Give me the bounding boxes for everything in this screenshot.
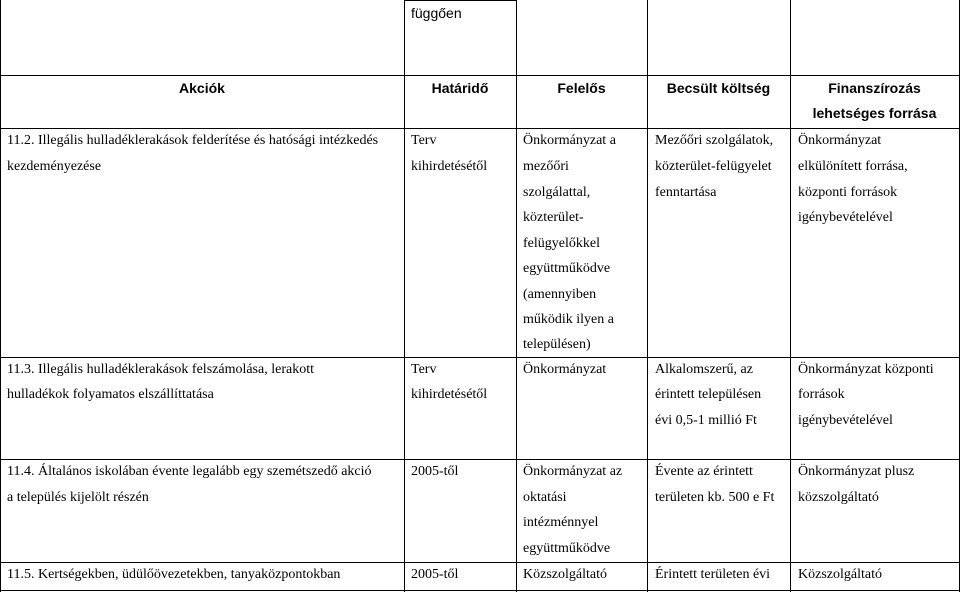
funding-text: központi források: [798, 185, 898, 200]
deadline-text: kihirdetésétől: [411, 387, 488, 402]
action-text: 11.2. Illegális hulladéklerakások felderítése és hatósági intézkedés: [7, 133, 379, 148]
responsible-text: felügyelőkkel: [523, 236, 600, 251]
header-deadline: Határidő: [431, 80, 489, 96]
cost-text: Érintett területen évi: [655, 567, 771, 582]
responsible-text: Önkormányzat: [523, 362, 607, 377]
responsible-text: Önkormányzat az: [523, 464, 623, 479]
cost-text: Mezőőri szolgálatok,: [655, 133, 774, 148]
deadline-text: kihirdetésétől: [411, 159, 488, 174]
responsible-text: mezőőri: [523, 159, 569, 174]
action-text: hulladékok folyamatos elszállíttatása: [7, 387, 214, 402]
funding-text: elkülönített forrása,: [798, 159, 908, 174]
cost-text: érintett településen: [655, 387, 762, 402]
funding-text: közszolgáltató: [798, 490, 879, 505]
header-estimated-cost: Becsült költség: [666, 80, 771, 96]
action-text: 11.3. Illegális hulladéklerakások felszámolása, lerakott: [7, 362, 314, 377]
responsible-text: együttműködve: [523, 541, 611, 556]
funding-text: források: [798, 387, 845, 402]
responsible-text: intézménnyel: [523, 515, 599, 530]
header-responsible: Felelős: [557, 80, 606, 96]
responsible-text: szolgálattal,: [523, 185, 591, 200]
header-actions: Akciók: [179, 80, 225, 96]
action-text: 11.5. Kertségekben, üdülőövezetekben, tanyaközpontokban: [7, 567, 341, 582]
funding-text: Önkormányzat: [798, 133, 882, 148]
responsible-text: (amennyiben: [523, 287, 597, 302]
funding-text: igénybevételével: [798, 210, 893, 225]
responsible-text: településen): [523, 337, 591, 352]
header-funding: Finanszírozás: [828, 80, 921, 96]
cost-text: területen kb. 500 e Ft: [655, 490, 775, 505]
action-text: kezdeményezése: [7, 159, 102, 174]
deadline-text: Terv: [411, 362, 437, 377]
row-divider: [0, 590, 960, 591]
continued-text: függően: [411, 5, 462, 21]
cost-text: közterület-felügyelet: [655, 159, 772, 174]
responsible-text: oktatási: [523, 490, 567, 505]
responsible-text: Közszolgáltató: [523, 567, 607, 582]
action-text: a település kijelölt részén: [7, 490, 149, 505]
cost-text: évi 0,5-1 millió Ft: [655, 413, 757, 428]
deadline-text: 2005-től: [411, 567, 459, 582]
responsible-text: működik ilyen a: [523, 312, 614, 327]
funding-text: Közszolgáltató: [798, 567, 882, 582]
funding-text: Önkormányzat plusz: [798, 464, 915, 479]
responsible-text: együttműködve: [523, 261, 611, 276]
deadline-text: 2005-től: [411, 464, 459, 479]
funding-text: igénybevételével: [798, 413, 893, 428]
action-text: 11.4. Általános iskolában évente legalább egy szemétszedő akció: [7, 464, 372, 479]
deadline-text: Terv: [411, 133, 437, 148]
cost-text: fenntartása: [655, 185, 717, 200]
cost-text: Évente az érintett: [655, 464, 753, 479]
header-funding-line2: lehetséges forrása: [812, 105, 937, 121]
responsible-text: Önkormányzat a: [523, 133, 616, 148]
cost-text: Alkalomszerű, az: [655, 362, 753, 377]
funding-text: Önkormányzat központi: [798, 362, 934, 377]
responsible-text: közterület-: [523, 210, 584, 225]
